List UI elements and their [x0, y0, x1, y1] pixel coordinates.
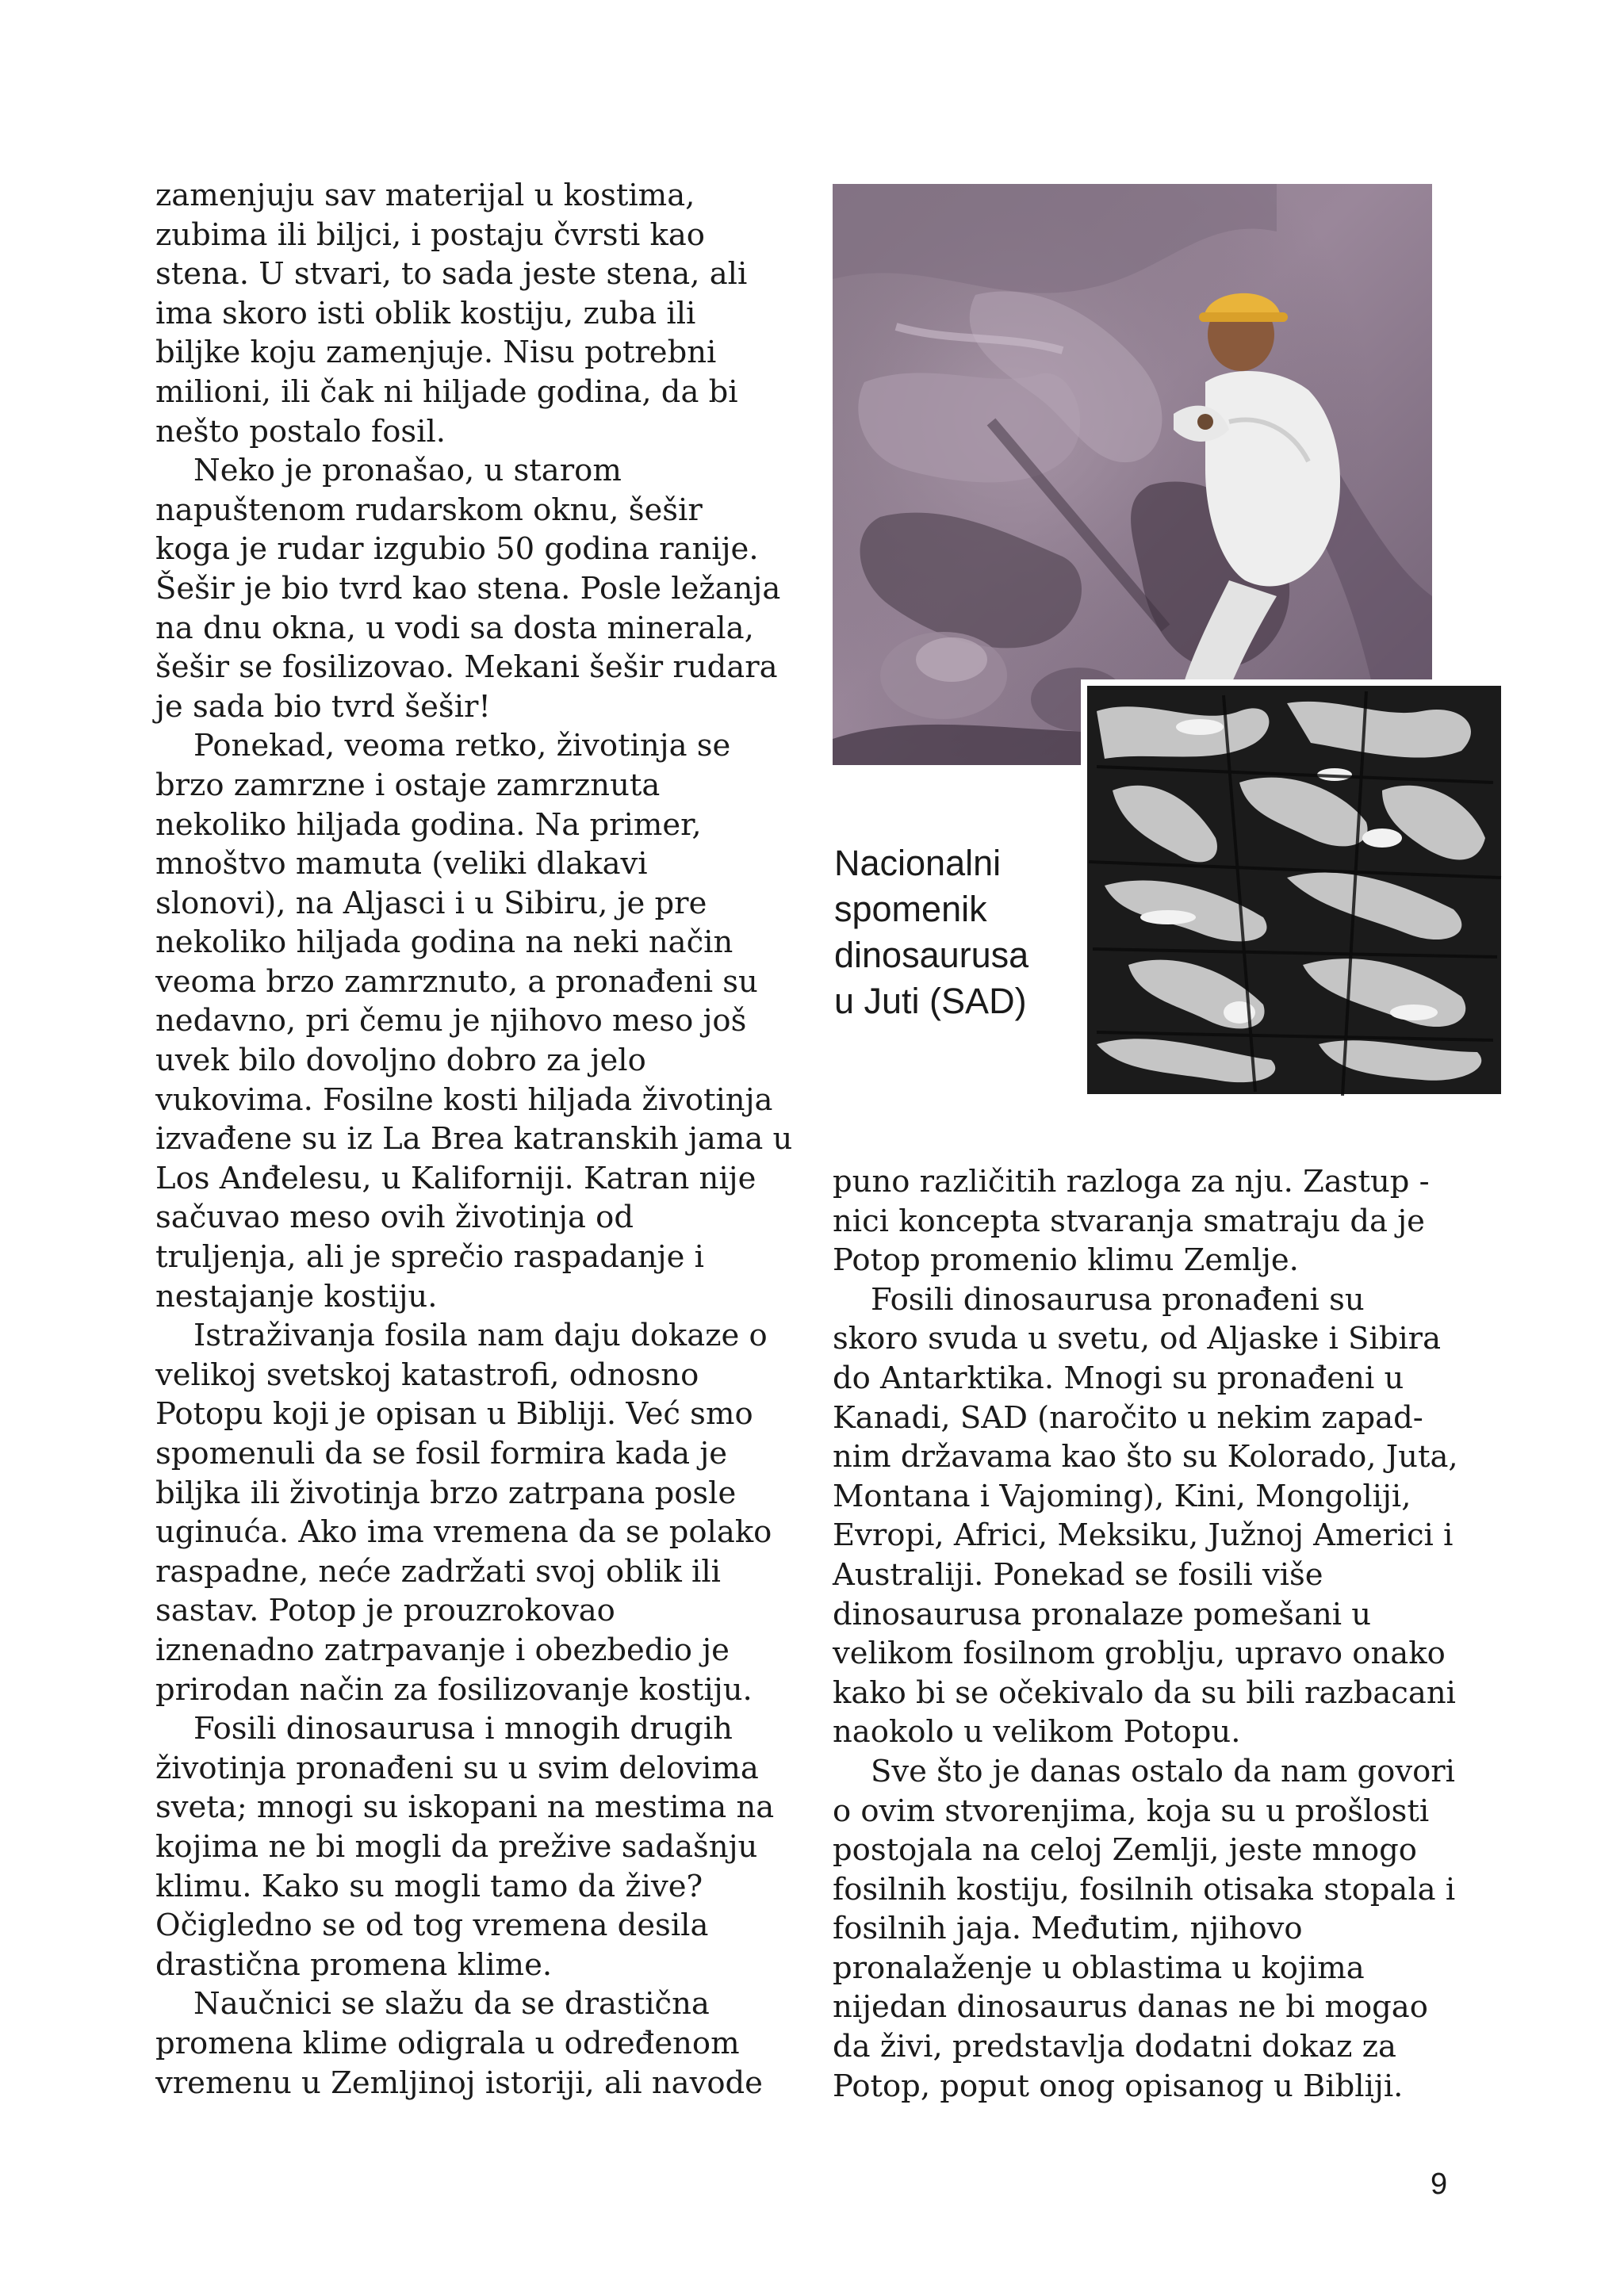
text-line: nici koncepta stvaranja smatraju da je — [833, 1203, 1425, 1239]
photo-caption — [834, 840, 1072, 1024]
text-line: nijedan dinosaurus danas ne bi mogao — [833, 1989, 1428, 2026]
text-line: sveta; mnogi su iskopani na mestima na — [155, 1789, 775, 1826]
paragraph-start-line: Neko je pronašao, u starom — [193, 453, 622, 489]
text-line: nedavno, pri čemu je njihovo meso još — [155, 1003, 747, 1039]
text-line: sačuvao meso ovih životinja od — [155, 1200, 634, 1236]
text-line: nestajanje kostiju. — [155, 1278, 438, 1314]
text-line: velikoj svetskoj katastrofi, odnosno — [155, 1357, 699, 1393]
text-line: o ovim stvorenjima, koja su u prošlosti — [833, 1793, 1430, 1829]
text-line: da živi, predstavlja dodatni dokaz za — [833, 2029, 1396, 2065]
text-line: koga je rudar izgubio 50 godina ranije. — [155, 531, 759, 568]
text-line: brzo zamrzne i ostaje zamrznuta — [155, 767, 661, 803]
text-line: uvek bilo dovoljno dobro za jelo — [155, 1043, 646, 1079]
text-line: biljka ili životinja brzo zatrpana posle — [155, 1475, 737, 1511]
right-text-column — [833, 1162, 1467, 2106]
text-line: kojima ne bi mogli da prežive sadašnju — [155, 1828, 758, 1865]
text-line: šešir se fosilizovao. Mekani šešir rudara — [155, 649, 778, 686]
text-line: vukovima. Fosilne kosti hiljada životinja — [155, 1081, 773, 1118]
text-line: raspadne, neće zadržati svoj oblik ili — [155, 1553, 721, 1590]
text-line: puno različitih razloga za nju. Zastup - — [833, 1164, 1430, 1200]
text-line: milioni, ili čak ni hiljade godina, da bi — [155, 373, 738, 410]
text-line: vremenu u Zemljinoj istoriji, ali navode — [155, 2064, 763, 2101]
text-line: promena klime odigrala u određenom — [155, 2025, 740, 2061]
text-line: dinosaurusa pronalaze pomešani u — [833, 1596, 1372, 1632]
text-line: zubima ili biljci, i postaju čvrsti kao — [155, 216, 705, 253]
text-line: Šešir je bio tvrd kao stena. Posle ležanja — [155, 570, 781, 607]
text-line: Kanadi, SAD (naročito u nekim zapad- — [833, 1399, 1423, 1436]
text-line: spomenuli da se fosil formira kada je — [155, 1436, 728, 1471]
left-text-column — [155, 176, 793, 2103]
paragraph-start-line: Ponekad, veoma retko, životinja se — [193, 728, 731, 764]
text-line: Evropi, Africi, Meksiku, Južnoj Americi i — [833, 1517, 1454, 1554]
text-line: ima skoro isti oblik kostiju, zuba ili — [155, 295, 696, 331]
text-line: Los Anđelesu, u Kaliforniji. Katran nije — [155, 1160, 756, 1196]
text-line: na dnu okna, u vodi sa dosta minerala, — [155, 610, 754, 646]
text-line: slonovi), na Aljasci i u Sibiru, je pre — [155, 885, 707, 921]
text-line: životinja pronađeni su u svim delovima — [155, 1750, 759, 1786]
dinosaur-bone-bed-photo — [1081, 679, 1509, 1102]
text-line: biljke koju zamenjuje. Nisu potrebni — [155, 335, 717, 371]
text-line: sastav. Potop je prouzrokovao — [155, 1593, 615, 1629]
text-line: drastična promena klime. — [155, 1946, 553, 1983]
paragraph-start-line: Istraživanja fosila nam daju dokaze o — [193, 1318, 768, 1354]
text-line: postojala na celoj Zemlji, jeste mnogo — [833, 1832, 1417, 1869]
page-number: 9 — [1431, 2168, 1448, 2201]
caption-line: u Juti (SAD) — [834, 981, 1027, 1021]
fossil-excavation-photo — [833, 184, 1432, 765]
text-line: fosilnih jaja. Međutim, njihovo — [833, 1911, 1303, 1947]
text-line: Australiji. Ponekad se fosili više — [833, 1556, 1323, 1593]
text-line: veoma brzo zamrznuto, a pronađeni su — [155, 963, 758, 1000]
text-line: naokolo u velikom Potopu. — [833, 1714, 1241, 1751]
text-line: uginuća. Ako ima vremena da se polako — [155, 1514, 772, 1551]
text-line: fosilnih kostiju, fosilnih otisaka stopala i — [833, 1871, 1456, 1908]
paragraph-start-line: Fosili dinosaurusa i mnogih drugih — [193, 1711, 733, 1747]
text-line: pronalaženje u oblastima u kojima — [833, 1950, 1365, 1986]
text-line: iznenadno zatrpavanje i obezbedio je — [155, 1632, 730, 1668]
caption-line: dinosaurusa — [834, 935, 1029, 975]
text-line: izvađene su iz La Brea katranskih jama u — [155, 1121, 793, 1158]
caption-line: spomenik — [834, 889, 987, 929]
text-line: Očigledno se od tog vremena desila — [155, 1908, 709, 1944]
text-line: stena. U stvari, to sada jeste stena, ali — [155, 256, 748, 293]
text-line: do Antarktika. Mnogi su pronađeni u — [833, 1360, 1404, 1396]
text-line: truljenja, ali je sprečio raspadanje i — [155, 1239, 704, 1276]
text-line: kako bi se očekivalo da su bili razbacani — [833, 1674, 1456, 1711]
paragraph-start-line: Sve što je danas ostalo da nam govori — [871, 1753, 1455, 1789]
paragraph-start-line: Naučnici se slažu da se drastična — [193, 1986, 710, 2022]
text-line: Potop promenio klimu Zemlje. — [833, 1242, 1299, 1279]
text-line: nekoliko hiljada godina na neki način — [155, 924, 733, 961]
text-line: klimu. Kako su mogli tamo da žive? — [155, 1868, 703, 1904]
text-line: prirodan način za fosilizovanje kostiju. — [155, 1671, 753, 1708]
text-line: skoro svuda u svetu, od Aljaske i Sibira — [833, 1321, 1442, 1357]
text-line: je sada bio tvrd šešir! — [155, 688, 491, 725]
text-line: nim državama kao što su Kolorado, Juta, — [833, 1439, 1458, 1475]
text-line: nešto postalo fosil. — [155, 413, 446, 450]
text-line: Montana i Vajoming), Kini, Mongoliji, — [833, 1478, 1411, 1514]
text-line: mnoštvo mamuta (veliki dlakavi — [155, 846, 648, 882]
text-line: velikom fosilnom groblju, upravo onako — [833, 1636, 1446, 1672]
text-line: Potopu koji je opisan u Bibliji. Već smo — [155, 1396, 753, 1433]
text-line: nekoliko hiljada godina. Na primer, — [155, 806, 702, 843]
caption-line: Nacionalni — [834, 843, 1002, 883]
text-line: napuštenom rudarskom oknu, šešir — [155, 492, 703, 528]
text-line: zamenjuju sav materijal u kostima, — [155, 178, 695, 213]
paragraph-start-line: Fosili dinosaurusa pronađeni su — [871, 1281, 1365, 1318]
text-line: Potop, poput onog opisanog u Bibliji. — [833, 2068, 1404, 2104]
